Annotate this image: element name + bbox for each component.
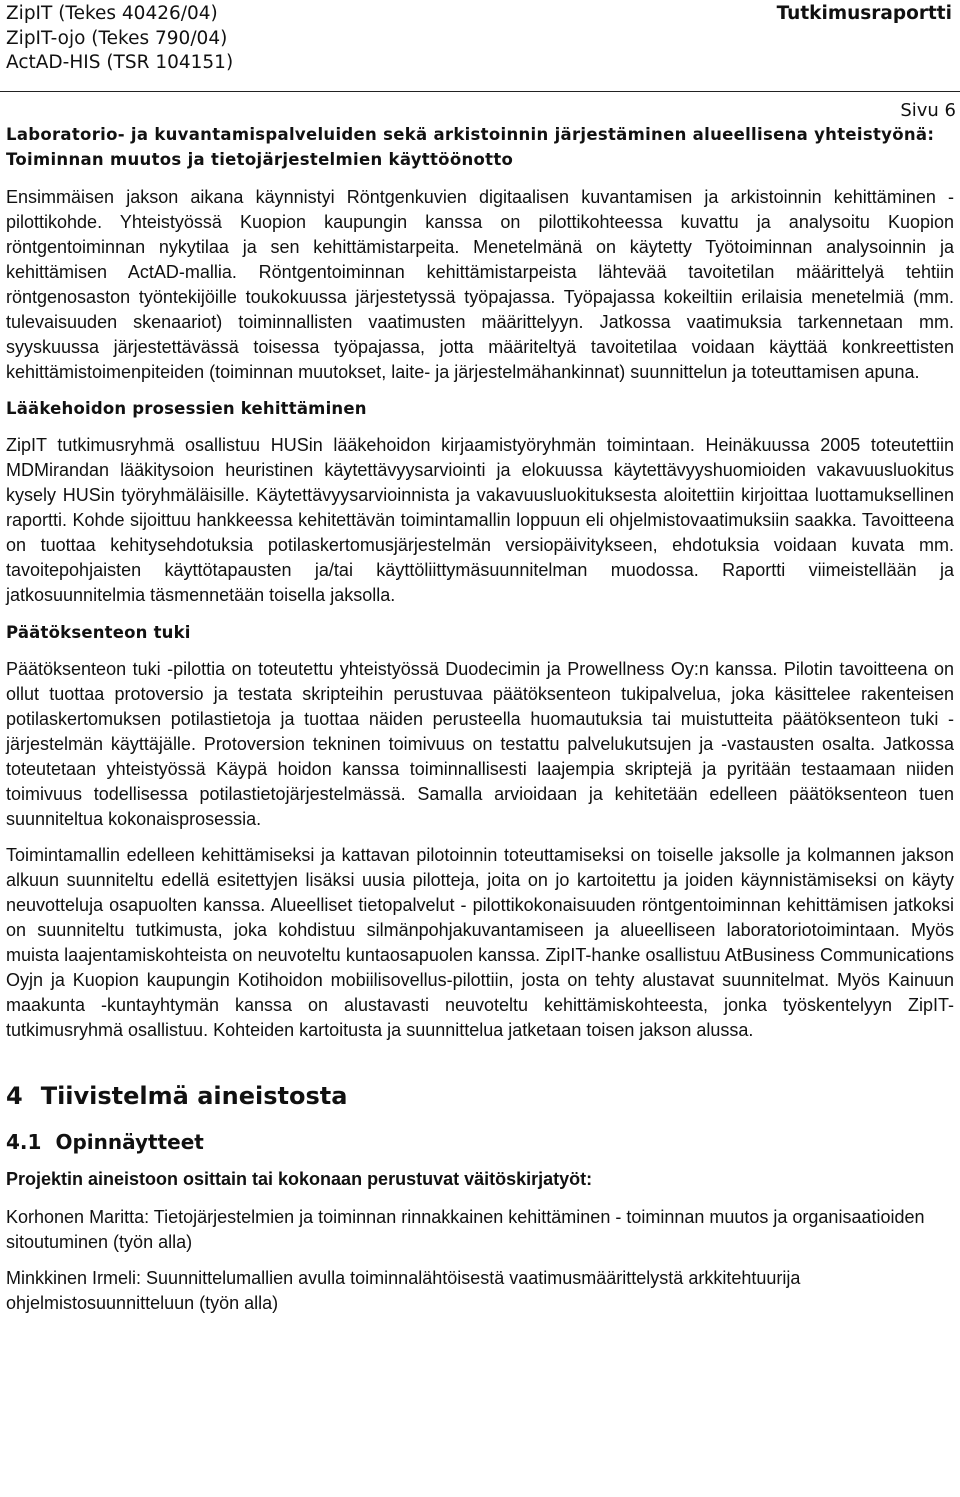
page-content [6, 122, 954, 1316]
dissertation-item: Korhonen Maritta: Tietojärjestelmien ja toiminnan rinnakkainen kehittäminen - toiminnan muutos ja organisaatioiden sitoutuminen (työn alla) [6, 1207, 925, 1252]
header-line-2: ZipIT-ojo (Tekes 790/04) [6, 27, 228, 49]
decision-support-paragraph-1: Päätöksenteon tuki -pilottia on toteutettu yhteistyössä Duodecimin ja Prowellness Oy:n kanssa. Pilotin tavoitteena on ollut tuottaa protoversio ja testata skripteihin perustuvaa päätöksenteon tukipalvelua, joka käsittelee rakenteisen potilaskertomuksen potilastietoja ja tuottaa näiden perusteella huomautuksia tai muistutteita päätöksenteon tuki -järjestelmän käyttäjälle. Protoversion tekninen toimivuus on testattu palvelukutsujen ja -vastausten osalta. Jatkossa toteutetaan yhteistyössä Käypä hoidon kanssa toiminnallisesti laajempia skriptejä ja pyritään testaamaan niiden toimivuus todellisessa potilastietojärjestelmässä. Samalla arvioidaan ja kehitetään edelleen päätöksenteon tuen suunniteltua kokonaisprosessia. [6, 659, 954, 829]
header-project-codes [6, 2, 233, 76]
header-line-3: ActAD-HIS (TSR 104151) [6, 52, 234, 73]
dissertations-subheading: Projektin aineistoon osittain tai kokonaan perustuvat väitöskirjatyöt: [6, 1169, 593, 1189]
medication-heading: Lääkehoidon prosessien kehittäminen [6, 399, 367, 418]
section-title: Opinnäytteet [55, 1130, 204, 1154]
page-number: Sivu 6 [900, 100, 956, 121]
header-line-1: ZipIT (Tekes 40426/04) [6, 3, 218, 24]
chapter-title: Tiivistelmä aineistosta [40, 1082, 348, 1110]
section-number: 4.1 [6, 1130, 42, 1154]
chapter-heading [6, 1081, 954, 1111]
chapter-number: 4 [6, 1082, 23, 1110]
dissertation-item: Minkkinen Irmeli: Suunnittelumallien avulla toiminnalähtöisestä vaatimusmäärittelystä arkkitehtuurija ohjelmistosuunnitteluun (työn alla) [6, 1268, 801, 1313]
intro-heading: Laboratorio- ja kuvantamispalveluiden sekä arkistoinnin järjestäminen alueellisena yhteistyönä: Toiminnan muutos ja tietojärjestelmien käyttöönotto [6, 125, 935, 169]
document-type: Tutkimusraportti [776, 3, 952, 24]
header-divider [0, 91, 960, 92]
medication-paragraph: ZipIT tutkimusryhmä osallistuu HUSin lääkehoidon kirjaamistyöryhmän toimintaan. Heinäkuussa 2005 toteutettiin MDMirandan lääkitysoion heuristinen käytettävyysarviointi ja elokuussa käytettävyyshuomioiden vakavuusluokitus kysely HUSin työryhmäläisille. Käytettävyysarvioinnista ja vakavuusluokituksesta aloitettiin kirjoittaa luottamuksellinen raportti. Kohde sijoittuu hankkeessa kehitettävän toimintamallin loppuun eli ohjelmistovaatimuksiin saakka. Tavoitteena on tuottaa kehitysehdotuksia potilaskertomusjärjestelmän versiopäivitykseen, ehdotuksia voidaan kuvata mm. tavoitepohjaisten käyttötapausten ja/tai käyttöliittymäsuunnitelman muodossa. Raportti viimeistellään ja jatkosuunnitelmia täsmennetään toisella jaksolla. [6, 435, 954, 605]
intro-paragraph: Ensimmäisen jakson aikana käynnistyi Röntgenkuvien digitaalisen kuvantamisen ja arkistoinnin kehittäminen -pilottikohde. Yhteistyössä Kuopion kaupungin kanssa on pilottikohteessa kuvattu ja analysoitu Kuopion röntgentoiminnan nykytilaa ja sen kehittämistarpeita. Menetelmänä on käytetty Työtoiminnan analysoinnin ja kehittämisen ActAD-mallia. Röntgentoiminnan kehittämistarpeista lähtevää tavoitetilan määrittelyä tehtiin röntgenosaston työntekijöille toukokuussa järjestetyssä työpajassa. Työpajassa kokeiltiin erilaisia menetelmiä (mm. tulevaisuuden skenaariot) toiminnallisten vaatimusten määrittelyyn. Jatkossa vaatimuksia tarkennetaan mm. syyskuussa järjestettävässä toisessa työpajassa, jotta määriteltyä tavoitetilaa voidaan käyttää konkreettisten kehittämistoimenpiteiden (toiminnan muutokset, laite- ja järjestelmähankinnat) suunnittelun ja toteuttamisen apuna. [6, 187, 954, 382]
section-heading [6, 1129, 954, 1155]
decision-support-paragraph-2: Toimintamallin edelleen kehittämiseksi ja kattavan pilotoinnin toteuttamiseksi on toiselle jaksolle ja kolmannen jakson alkuun suunniteltu edellä esitettyjen lisäksi uusia pilotteja, joita on jo kartoitettu ja joiden käynnistämiseksi on käyty neuvotteluja osapuolten kanssa. Alueelliset tietopalvelut - pilottikokonaisuuden röntgentoiminnan kehittämisen jatkoksi on suunniteltu tutkimusta, joka kohdistuu silmänpohjakuvantamiseen ja alueelliseen laboratoriotoimintaan. Myös muista laajentamiskohteista on neuvoteltu kuntaosapuolen kanssa. ZipIT-hanke osallistuu AtBusiness Communications Oyjn ja Kuopion kaupungin Kotihoidon mobiilisovellus-pilottiin, josta on tehty alustavat suunnitelmat. Myös Kainuun maakunta -kuntayhtymän kanssa on alustavasti neuvoteltu kehittämiskohteesta, jonka työskentelyyn ZipIT-tutkimusryhmä osallistuu. Kohteiden kartoitusta ja suunnittelua jatketaan toisen jakson alussa. [6, 845, 954, 1040]
decision-support-heading: Päätöksenteon tuki [6, 623, 191, 642]
